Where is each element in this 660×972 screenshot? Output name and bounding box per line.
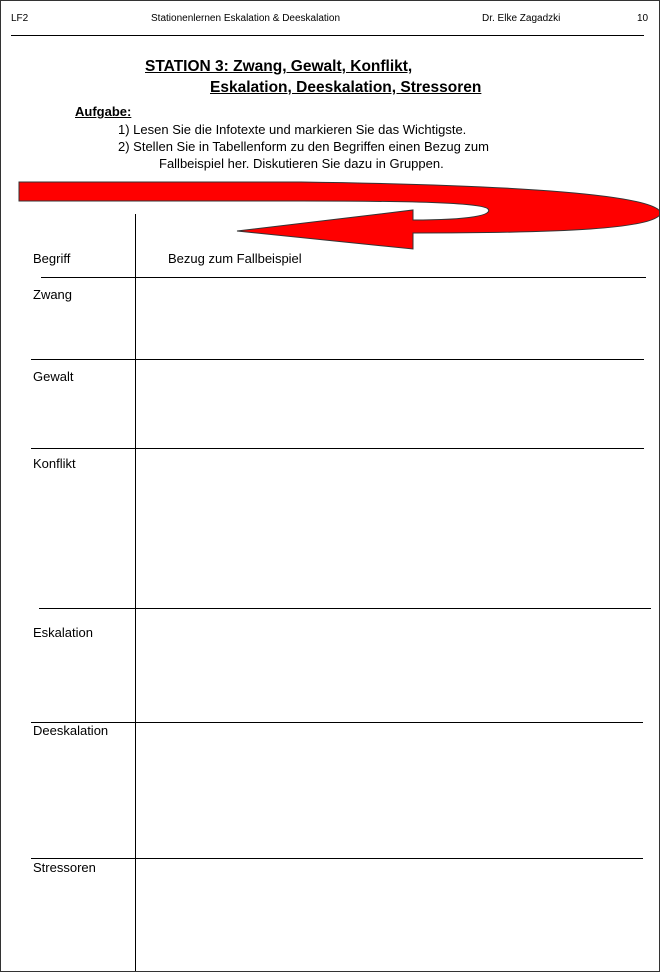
header-author: Dr. Elke Zagadzki — [482, 13, 561, 24]
table-row-stressoren: Stressoren — [33, 860, 96, 875]
table-header-term: Begriff — [33, 251, 71, 266]
row-divider — [39, 608, 651, 609]
table-header-reference: Bezug zum Fallbeispiel — [168, 251, 302, 266]
header-course: LF2 — [11, 13, 29, 24]
task-item-2-cont: Fallbeispiel her. Diskutieren Sie dazu in Gruppen. — [159, 156, 444, 171]
task-heading: Aufgabe: — [75, 104, 132, 119]
row-divider — [31, 448, 644, 449]
u-turn-arrow-icon — [1, 1, 660, 972]
row-divider — [31, 359, 644, 360]
header-title: Stationenlernen Eskalation & Deeskalation — [151, 13, 341, 24]
header-page-number: 10 — [637, 13, 649, 24]
table-row-konflikt: Konflikt — [33, 456, 76, 471]
task-item-2: 2) Stellen Sie in Tabellenform zu den Begriffen einen Bezug zum — [118, 139, 489, 154]
station-title-line1: STATION 3: Zwang, Gewalt, Konflikt, — [145, 58, 413, 75]
table-header-line — [41, 277, 646, 278]
table-row-gewalt: Gewalt — [33, 369, 74, 384]
table-row-zwang: Zwang — [33, 287, 73, 302]
table-row-eskalation: Eskalation — [33, 625, 93, 640]
task-item-1: 1) Lesen Sie die Infotexte und markieren Sie das Wichtigste. — [118, 122, 467, 137]
row-divider — [31, 722, 643, 723]
row-divider — [31, 858, 643, 859]
station-title-line2: Eskalation, Deeskalation, Stressoren — [210, 79, 482, 96]
table-row-deeskalation: Deeskalation — [33, 723, 109, 738]
